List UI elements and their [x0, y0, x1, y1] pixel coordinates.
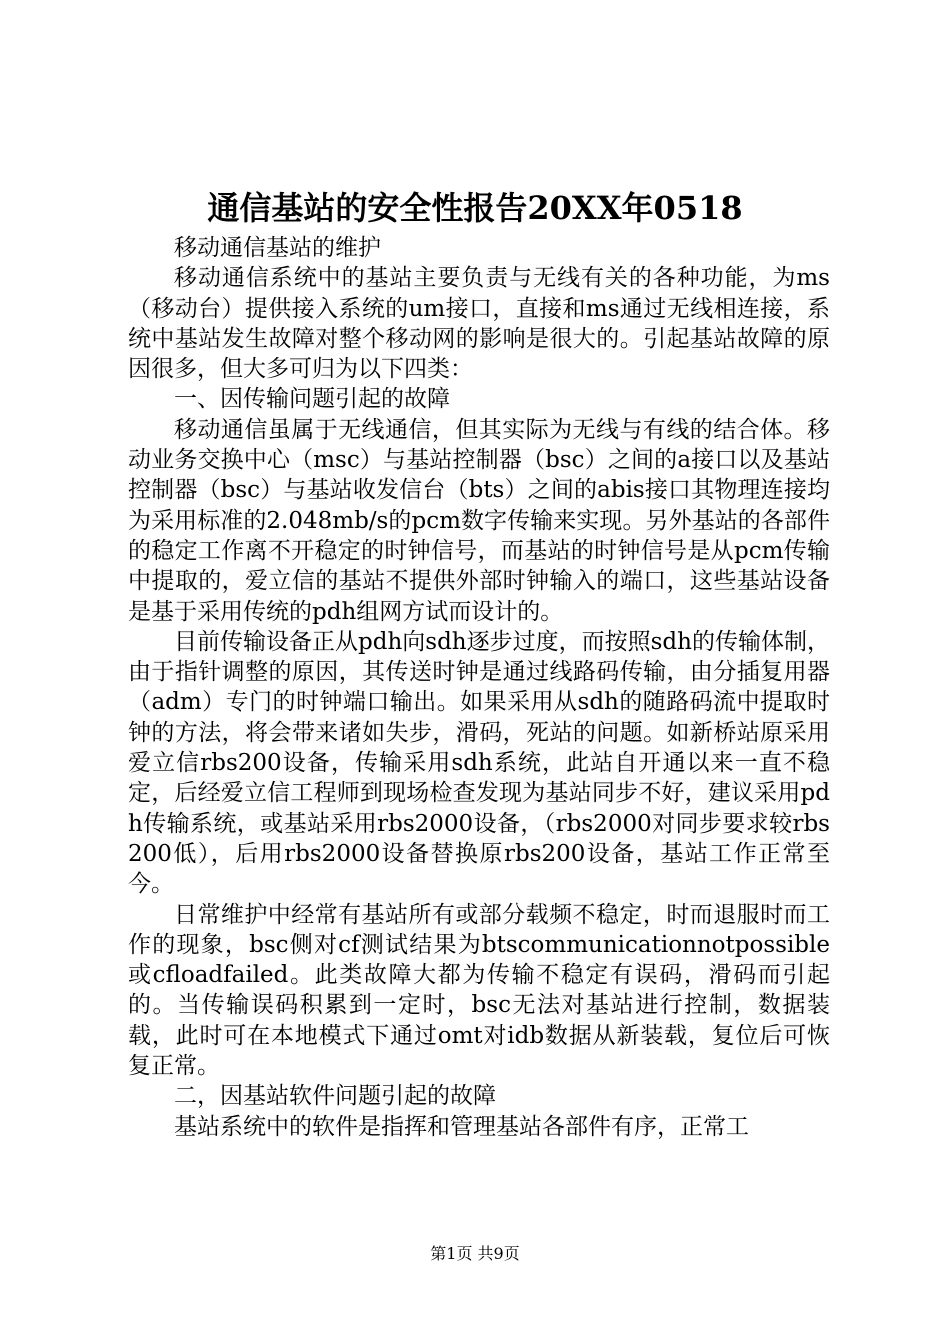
paragraph: 移动通信虽属于无线通信，但其实际为无线与有线的结合体。移动业务交换中心（msc）与基站控制器（bsc）之间的a接口以及基站控制器（bsc）与基站收发信台（bts）之间的abis接口其物理连接均为采用标准的2.048mb/s的pcm数字传输来实现。另外基站的各部件的稳定工作离不开稳定的时钟信号，而基站的时钟信号是从pcm传输中提取的，爱立信的基站不提供外部时钟输入的端口，这些基站设备是基于采用传统的pdh组网方试而设计的。: [128, 416, 830, 625]
page-footer: 第1页 共9页: [430, 1244, 520, 1263]
document-body: [128, 233, 830, 1142]
section-heading: 移动通信基站的维护: [174, 235, 381, 261]
paragraph: 移动通信系统中的基站主要负责与无线有关的各种功能，为ms（移动台）提供接入系统的um接口，直接和ms通过无线相连接，系统中基站发生故障对整个移动网的影响是很大的。引起基站故障的原因很多，但大多可归为以下四类：: [128, 265, 830, 383]
paragraph: 日常维护中经常有基站所有或部分载频不稳定，时而退服时而工作的现象，bsc侧对cf测试结果为btscommunicationnotpossible或cfloadfailed。此类故障大都为传输不稳定有误码，滑码而引起的。当传输误码积累到一定时，bsc无法对基站进行控制，数据装载，此时可在本地模式下通过omt对idb数据从新装载，复位后可恢复正常。: [128, 901, 830, 1080]
paragraph: 目前传输设备正从pdh向sdh逐步过度，而按照sdh的传输体制，由于指针调整的原因，其传送时钟是通过线路码传输，由分插复用器（adm）专门的时钟端口输出。如果采用从sdh的随路码流中提取时钟的方法，将会带来诸如失步，滑码，死站的问题。如新桥站原采用爱立信rbs200设备，传输采用sdh系统，此站自开通以来一直不稳定，后经爱立信工程师到现场检查发现为基站同步不好，建议采用pdh传输系统，或基站采用rbs2000设备，（rbs2000对同步要求较rbs200低），后用rbs2000设备替换原rbs200设备，基站工作正常至今。: [128, 628, 830, 898]
section-heading: 一、因传输问题引起的故障: [174, 386, 450, 413]
document-title: 通信基站的安全性报告20XX年0518: [207, 189, 743, 227]
paragraph: 基站系统中的软件是指挥和管理基站各部件有序，正常工: [174, 1113, 749, 1140]
section-heading: 二，因基站软件问题引起的故障: [174, 1083, 496, 1110]
